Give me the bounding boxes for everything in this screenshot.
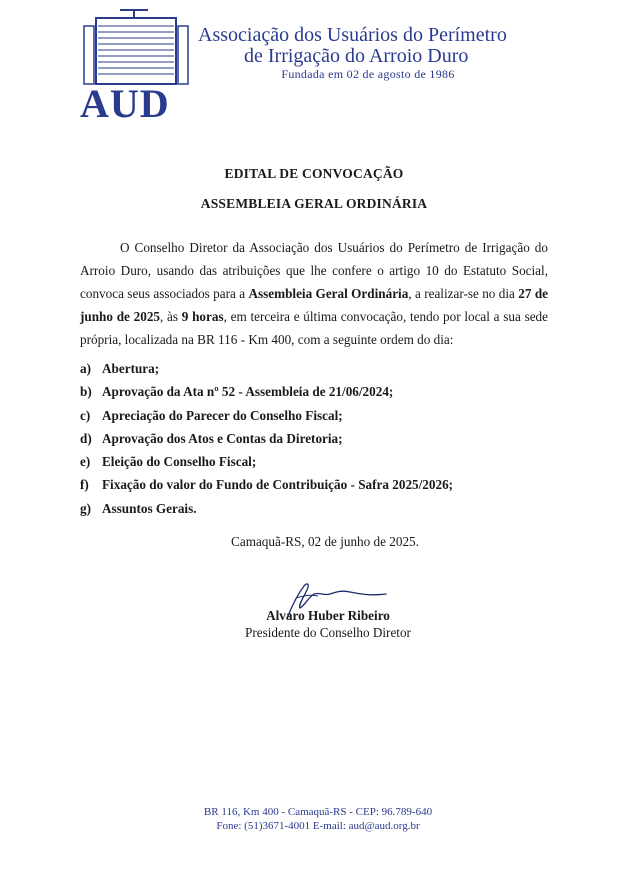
agenda-letter: g) <box>80 500 91 516</box>
place-date: Camaquã-RS, 02 de junho de 2025. <box>231 534 419 549</box>
footer-contact: Fone: (51)3671-4001 E-mail: aud@aud.org.br <box>216 820 420 832</box>
paragraph-bold-time: 9 horas <box>181 309 224 324</box>
founded-date: Fundada em 02 de agosto de 1986 <box>281 67 455 81</box>
agenda-list <box>80 357 560 520</box>
agenda-item <box>80 473 560 496</box>
agenda-text: Assuntos Gerais. <box>102 500 197 516</box>
footer-address: BR 116, Km 400 - Camaquã-RS - CEP: 96.789-640 <box>203 806 433 818</box>
agenda-letter: b) <box>80 384 92 400</box>
agenda-letter: f) <box>80 477 89 493</box>
signer-role: Presidente do Conselho Diretor <box>245 625 411 640</box>
org-name-line1: Associação dos Usuários do Perímetro <box>198 24 507 46</box>
document-subtitle: ASSEMBLEIA GERAL ORDINÁRIA <box>200 196 428 211</box>
agenda-text: Fixação do valor do Fundo de Contribuição - Safra 2025/2026; <box>102 477 454 493</box>
agenda-letter: c) <box>80 407 91 423</box>
org-name-line2: de Irrigação do Arroio Duro <box>244 45 469 67</box>
agenda-item <box>80 357 560 380</box>
agenda-text: Abertura; <box>102 361 160 376</box>
paragraph-text: , em terceira e última convocação, tendo por local a sua sede própria, localizada na BR 116 - Km 400, com a seguinte ordem do dia: <box>80 309 548 347</box>
paragraph-bold-date: 27 de junho de 2025 <box>80 286 549 324</box>
document-title: EDITAL DE CONVOCAÇÃO <box>224 166 404 181</box>
paragraph-text: , às <box>160 309 182 324</box>
signer-name: Alvaro Huber Ribeiro <box>266 608 390 623</box>
agenda-item <box>80 404 560 427</box>
paragraph-bold-meeting: Assembleia Geral Ordinária <box>248 286 409 301</box>
paragraph-text: O Conselho Diretor da Associação dos Usuários do Perímetro de Irrigação do Arroio Duro, usando das atribuições que lhe confere o artigo 10 do Estatuto Social, convoca seus associados para a <box>80 240 548 301</box>
agenda-item <box>80 380 560 403</box>
agenda-item <box>80 427 560 450</box>
agenda-text: Aprovação dos Atos e Contas da Diretoria; <box>102 430 343 446</box>
agenda-letter: e) <box>80 454 91 470</box>
agenda-item <box>80 450 560 473</box>
paragraph-text: , a realizar-se no dia <box>408 286 519 301</box>
agenda-letter: a) <box>80 361 91 376</box>
convocation-paragraph <box>80 236 548 351</box>
agenda-text: Eleição do Conselho Fiscal; <box>102 454 257 470</box>
agenda-item <box>80 497 560 520</box>
agenda-text: Apreciação do Parecer do Conselho Fiscal; <box>102 407 343 423</box>
agenda-letter: d) <box>80 430 92 446</box>
logo-wordmark: AUD <box>80 81 170 126</box>
agenda-text: Aprovação da Ata nº 52 - Assembleia de 21/06/2024; <box>102 384 394 400</box>
